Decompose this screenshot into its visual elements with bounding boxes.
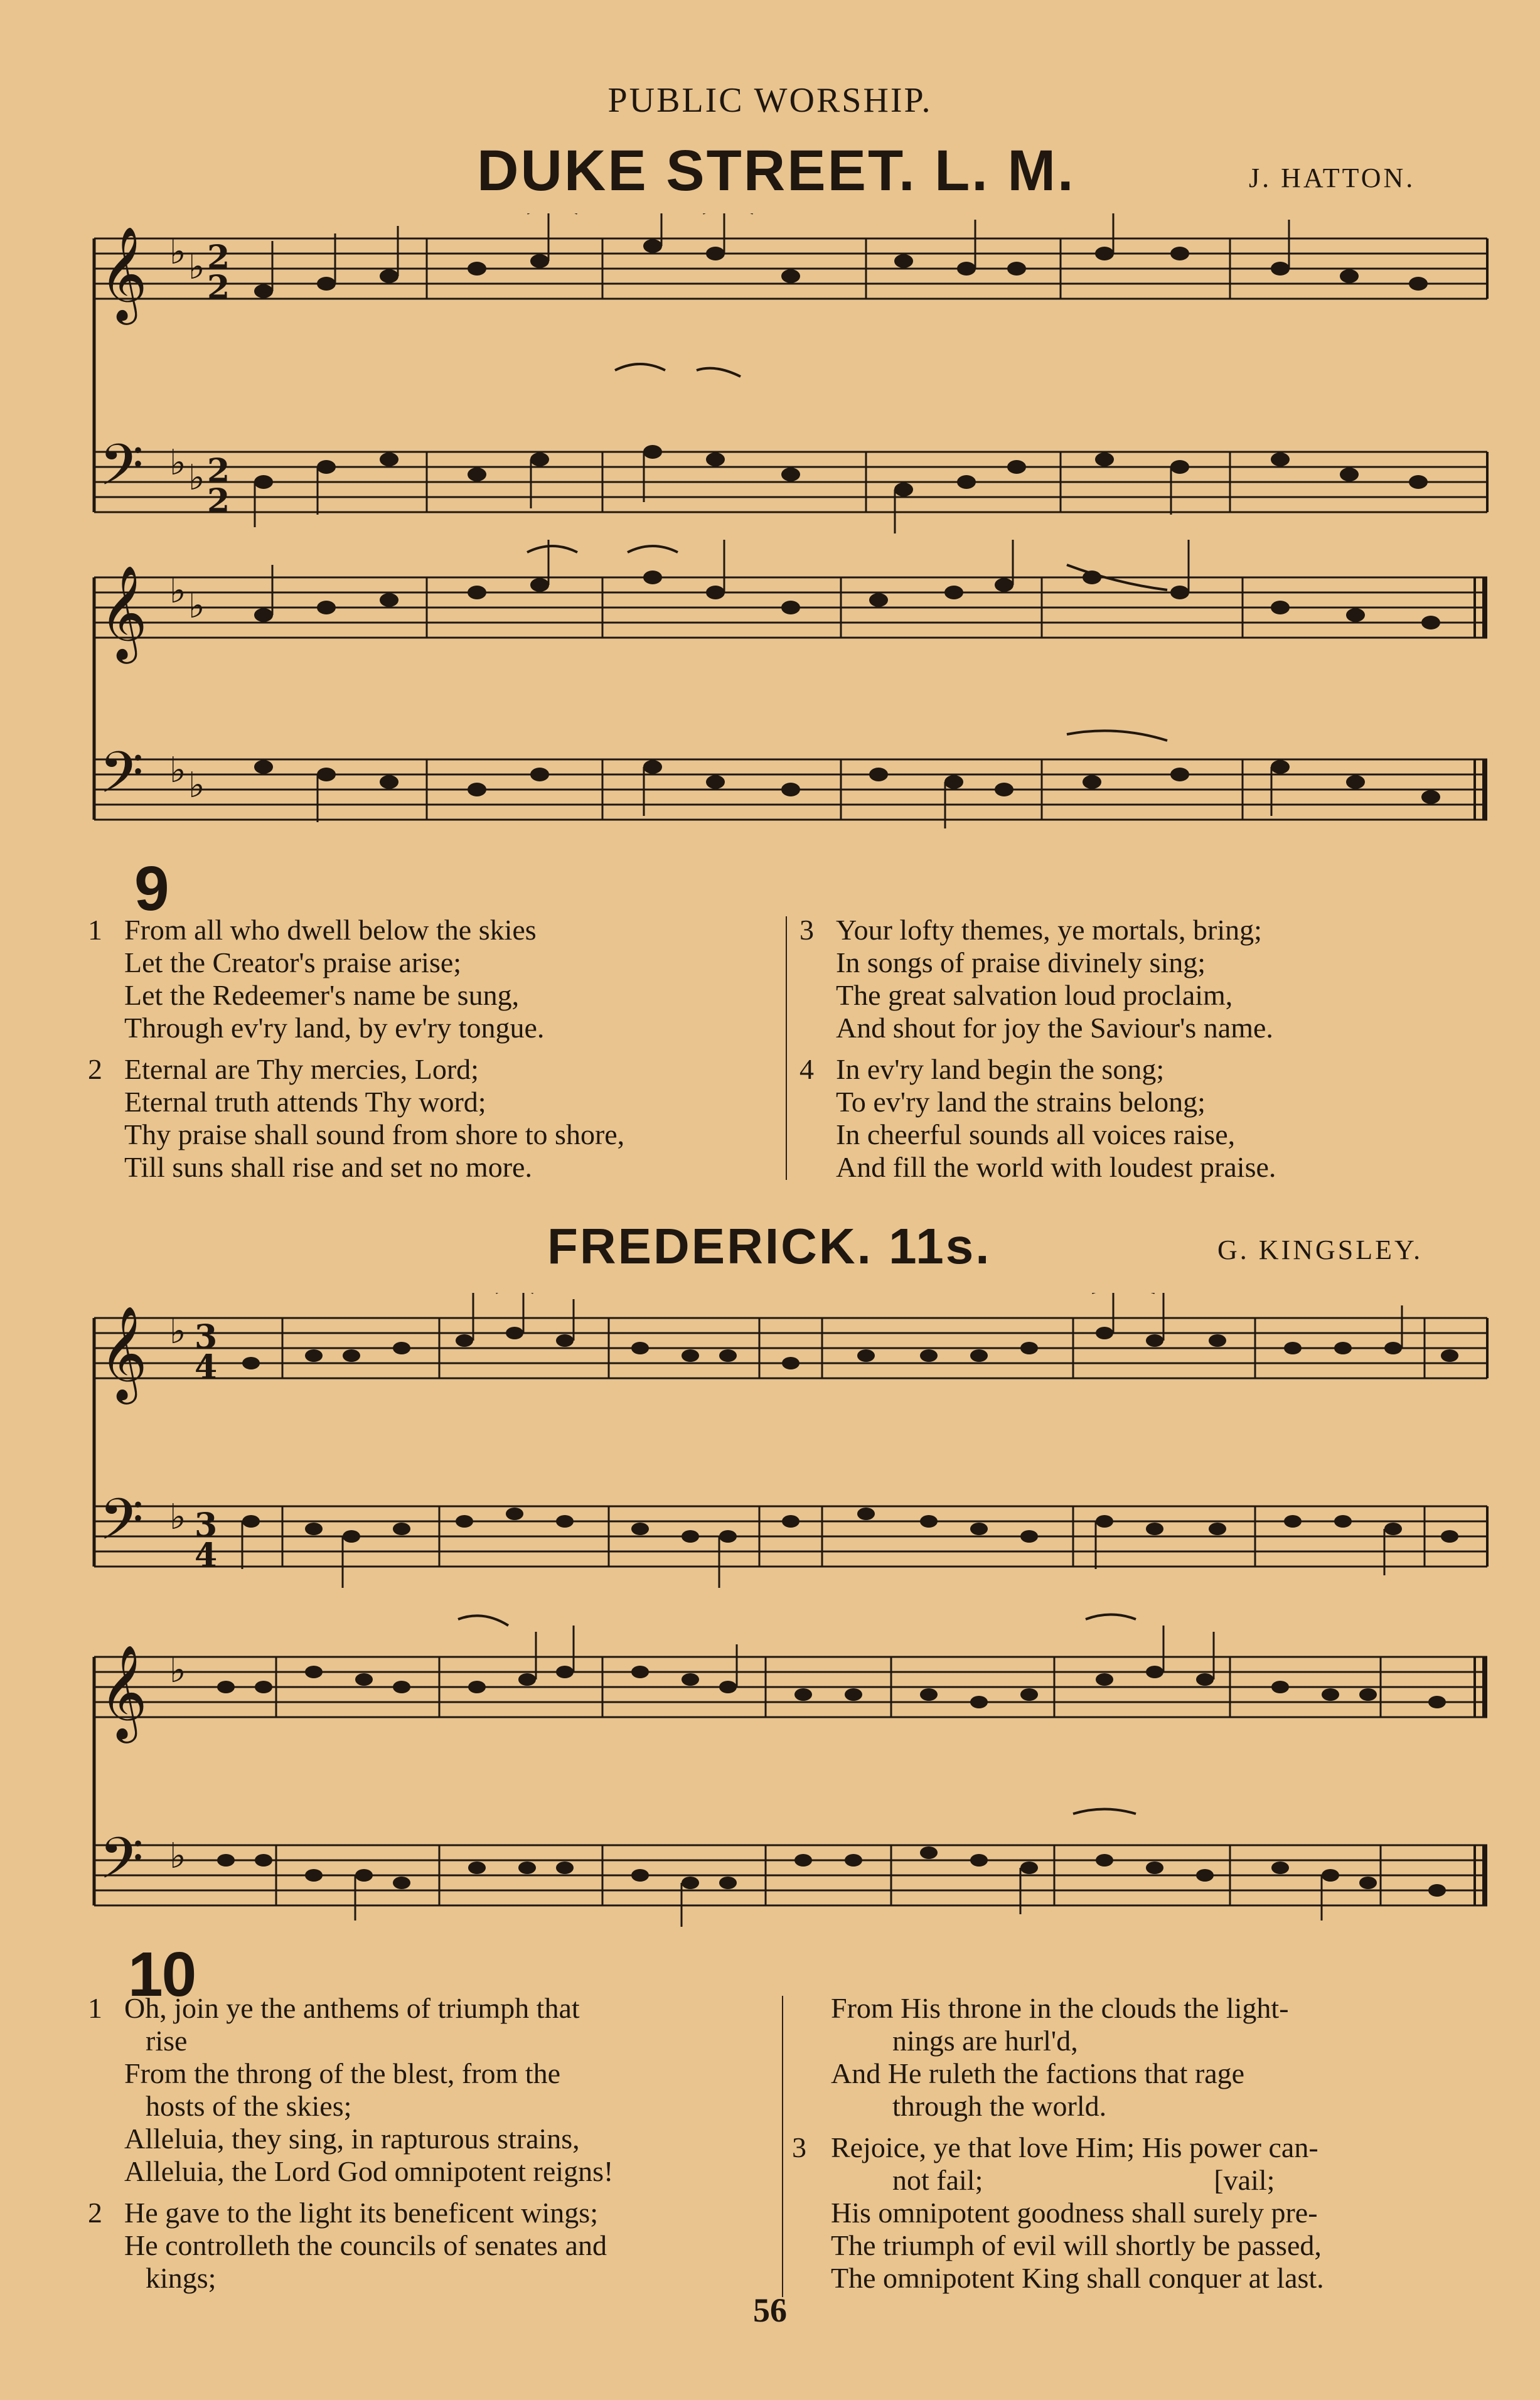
- stanza-4: [799, 1053, 1276, 1184]
- tune-title-frederick: FREDERICK. 11s.: [547, 1218, 992, 1274]
- verse-line: From all who dwell below the skies: [124, 914, 537, 946]
- section-title: PUBLIC WORSHIP.: [607, 81, 933, 120]
- stanza-2: [88, 2197, 613, 2295]
- hymn-number-10: 10: [128, 1939, 196, 2010]
- verse-line: not fail; [vail;: [892, 2164, 1275, 2196]
- svg-text:𝄢: 𝄢: [99, 1825, 144, 1905]
- verse-line: The triumph of evil will shortly be passed,: [831, 2229, 1322, 2261]
- verses-left-hymn-10: [88, 1992, 613, 2303]
- verse-line: rise: [146, 2025, 188, 2057]
- verse-line: Eternal are Thy mercies, Lord;: [124, 1053, 479, 1085]
- verse-line: Thy praise shall sound from shore to shore,: [124, 1118, 625, 1150]
- verse-line: From His throne in the clouds the light-: [831, 1992, 1289, 2024]
- verse-line: From the throng of the blest, from the: [124, 2057, 560, 2089]
- svg-text:𝄢: 𝄢: [99, 1486, 144, 1567]
- verse-line: In ev'ry land begin the song;: [836, 1053, 1165, 1085]
- page-number: 56: [753, 2291, 787, 2329]
- stanza-2-continued: [792, 1992, 1324, 2123]
- svg-text:♭: ♭: [169, 1650, 186, 1691]
- verse-line: The great salvation loud proclaim,: [836, 979, 1233, 1011]
- svg-text:3: 3: [195, 1506, 218, 1545]
- svg-text:4: 4: [195, 1348, 218, 1386]
- verses-right-hymn-10: [792, 1992, 1324, 2303]
- svg-text:𝄢: 𝄢: [99, 432, 144, 512]
- verses-left-hymn-9: [88, 914, 624, 1192]
- svg-text:𝄞: 𝄞: [99, 564, 147, 660]
- svg-text:♭: ♭: [169, 232, 186, 272]
- verse-line: He controlleth the councils of senates and: [124, 2229, 607, 2261]
- svg-text:3: 3: [195, 1318, 218, 1356]
- verse-line: In cheerful sounds all voices raise,: [836, 1118, 1236, 1150]
- stanza-number: 4: [799, 1053, 814, 1085]
- verse-line: Eternal truth attends Thy word;: [124, 1086, 486, 1118]
- svg-text:2: 2: [207, 452, 230, 490]
- stanza-1: [88, 914, 624, 1044]
- verse-line: He gave to the light its beneficent wings;: [124, 2197, 598, 2229]
- tune-title-duke-street: DUKE STREET. L. M.: [477, 139, 1076, 203]
- svg-text:♭: ♭: [169, 1311, 186, 1352]
- svg-text:𝄢: 𝄢: [99, 739, 144, 820]
- stanza-number: 3: [799, 914, 814, 946]
- stanza-1: [88, 1992, 613, 2188]
- hymn-number-9: 9: [134, 854, 168, 924]
- verse-line: Let the Creator's praise arise;: [124, 946, 462, 978]
- music-score-duke-street: [0, 213, 1540, 854]
- stanza-number: 1: [88, 1992, 102, 2024]
- composer-hatton: J. HATTON.: [1249, 163, 1416, 193]
- verse-line: kings;: [146, 2262, 217, 2294]
- verse-line: Your lofty themes, ye mortals, bring;: [836, 914, 1262, 946]
- svg-text:2: 2: [207, 269, 230, 307]
- verse-line: To ev'ry land the strains belong;: [836, 1086, 1206, 1118]
- stanza-3: [799, 914, 1276, 1044]
- svg-text:4: 4: [195, 1536, 218, 1575]
- verse-line: Alleluia, the Lord God omnipotent reigns!: [124, 2155, 614, 2187]
- verse-line: In songs of praise divinely sing;: [836, 946, 1206, 978]
- svg-text:♭: ♭: [169, 442, 186, 483]
- verse-line: through the world.: [892, 2090, 1107, 2122]
- column-divider: [782, 1996, 783, 2297]
- verses-right-hymn-9: [799, 914, 1276, 1192]
- stanza-number: 2: [88, 1053, 102, 1085]
- stanza-3: [792, 2131, 1324, 2295]
- verse-line: Through ev'ry land, by ev'ry tongue.: [124, 1012, 545, 1044]
- verse-line: nings are hurl'd,: [892, 2025, 1078, 2057]
- svg-text:♭: ♭: [188, 586, 205, 626]
- svg-text:♭: ♭: [188, 765, 205, 806]
- stanza-number: 3: [792, 2131, 806, 2163]
- verse-line: hosts of the skies;: [146, 2090, 352, 2122]
- svg-text:♭: ♭: [188, 458, 205, 498]
- music-score-frederick: [0, 1293, 1540, 1946]
- verse-line: Let the Redeemer's name be sung,: [124, 979, 520, 1011]
- verse-line: Alleluia, they sing, in rapturous strains,: [124, 2123, 580, 2155]
- svg-text:𝄞: 𝄞: [99, 225, 147, 321]
- verse-line: And fill the world with loudest praise.: [836, 1151, 1276, 1183]
- column-divider: [786, 916, 787, 1180]
- verse-line: Rejoice, ye that love Him; His power can-: [831, 2131, 1318, 2163]
- svg-text:𝄞: 𝄞: [99, 1644, 147, 1739]
- verse-line: And shout for joy the Saviour's name.: [836, 1012, 1273, 1044]
- stanza-number: 1: [88, 914, 102, 946]
- svg-text:♭: ♭: [169, 1836, 186, 1877]
- verse-line: Till suns shall rise and set no more.: [124, 1151, 532, 1183]
- svg-text:2: 2: [207, 482, 230, 520]
- score-duke-street: [0, 213, 1540, 854]
- verse-line: Oh, join ye the anthems of triumph that: [124, 1992, 580, 2024]
- svg-text:2: 2: [207, 238, 230, 277]
- svg-text:𝄞: 𝄞: [99, 1305, 147, 1400]
- svg-text:♭: ♭: [169, 750, 186, 791]
- svg-text:♭: ♭: [169, 1497, 186, 1538]
- stanza-number: 2: [88, 2197, 102, 2229]
- stanza-2: [88, 1053, 624, 1184]
- verse-line: The omnipotent King shall conquer at last.: [831, 2262, 1324, 2294]
- composer-kingsley: G. KINGSLEY.: [1217, 1235, 1423, 1265]
- svg-text:♭: ♭: [188, 247, 205, 287]
- verse-line: And He ruleth the factions that rage: [831, 2057, 1245, 2089]
- svg-text:♭: ♭: [169, 571, 186, 611]
- score-frederick: [0, 1293, 1540, 1946]
- verse-line: His omnipotent goodness shall surely pre-: [831, 2197, 1318, 2229]
